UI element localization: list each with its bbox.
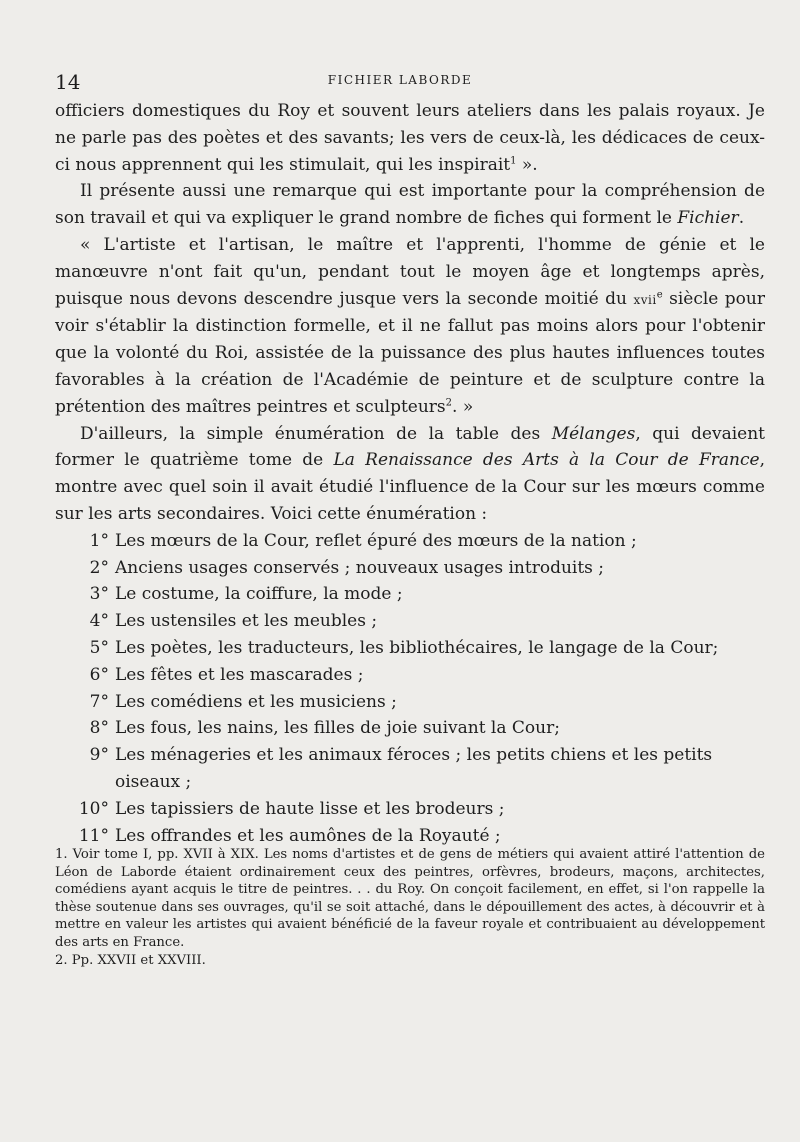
page-number: 14 (55, 70, 81, 94)
list-item: 8° Les fous, les nains, les filles de joie suivant la Cour; (89, 718, 560, 739)
running-title: FICHIER LABORDE (327, 73, 473, 87)
list-item: 5° Les poètes, les traducteurs, les bibliothécaires, le langage de la Cour; (89, 637, 719, 658)
main-text (55, 98, 765, 849)
list-item: 7° Les comédiens et les musiciens ; (89, 691, 397, 712)
fichier-title: Fichier (677, 208, 739, 229)
list-item: 6° Les fêtes et les mascarades ; (89, 664, 364, 685)
renaissance-title: La Renaissance des Arts à la Cour de France (333, 450, 760, 471)
footnote-ref-1: 1 (510, 154, 517, 166)
list-item: 4° Les ustensiles et les meubles ; (89, 611, 378, 632)
melanges-title: Mélanges (551, 423, 636, 444)
paragraph-2: Il présente aussi une remarque qui est importante pour la compréhension de son travail et qui va expliquer le grand nombre de fiches qui forment le Fichier. (55, 181, 765, 229)
footnotes (55, 846, 765, 969)
footnote-ref-2: 2 (445, 397, 453, 409)
enumeration-list (55, 528, 765, 850)
footnote-1: 1. Voir tome I, pp. XVII à XIX. Les noms d'artistes et de gens de métiers qui avaient attiré l'attention de Léon de Laborde étaient ordinairement ceux des peintres, orfèvres, brodeurs, maçons, architectes, comédiens ayant acquis le titre de peintres. . . du Roy. On conçoit facilement, en effet, si l'on rappelle la thèse soutenue dans ses ouvrages, qu'il se soit attaché, dans le dépouillement des actes, à découvrir et à mettre en valeur les artistes qui avaient bénéficié de la faveur royale et contribuaient au développement des arts en France. (55, 847, 765, 950)
footnote-2: 2. Pp. XXVII et XXVIII. (55, 952, 206, 968)
paragraph-1: officiers domestiques du Roy et souvent leurs ateliers dans les palais royaux. Je ne parle pas des poètes et des savants; les vers de ceux-là, les dédicaces de ceux-ci nous apprennent qui les stimulait, qui les inspirait$^1$ ». (55, 101, 765, 175)
list-item: 1° Les mœurs de la Cour, reflet épuré des mœurs de la nation ; (89, 530, 637, 551)
list-item: 3° Le costume, la coiffure, la mode ; (89, 584, 403, 605)
paragraph-4: D'ailleurs, la simple énumération de la table des Mélanges, qui devaient former le quatrième tome de La Renaissance des Arts à la Cour de France, montre avec quel soin il avait étudié l'influence de la Cour sur les mœurs comme sur les arts secondaires. Voici cette énumération : (55, 423, 765, 524)
paragraph-3-quote: « L'artiste et l'artisan, le maître et l'apprenti, l'homme de génie et le manœuvre n'ont fait qu'un, pendant tout le moyen âge et longtemps après, puisque nous devons descendre jusque vers la seconde moitié du xvii$^e$ siècle pour voir s'établir la distinction formelle, et il ne fallut pas moins alors pour l'obtenir que la volonté du Roi, assistée de la puissance des plus hautes influences toutes favorables à la création de l'Académie de peinture et de sculpture contre la prétention des maîtres peintres et sculpteurs$^2$. » (55, 234, 765, 417)
list-item: 10° Les tapissiers de haute lisse et les brodeurs ; (78, 798, 505, 819)
century-numeral: xvii (633, 292, 657, 307)
list-item: 2° Anciens usages conservés ; nouveaux usages introduits ; (89, 557, 605, 578)
list-item: 9° Les ménageries et les animaux féroces ; les petits chiens et les petits oiseaux ; (89, 745, 713, 792)
list-item: 11° Les offrandes et les aumônes de la Royauté ; (78, 825, 501, 846)
